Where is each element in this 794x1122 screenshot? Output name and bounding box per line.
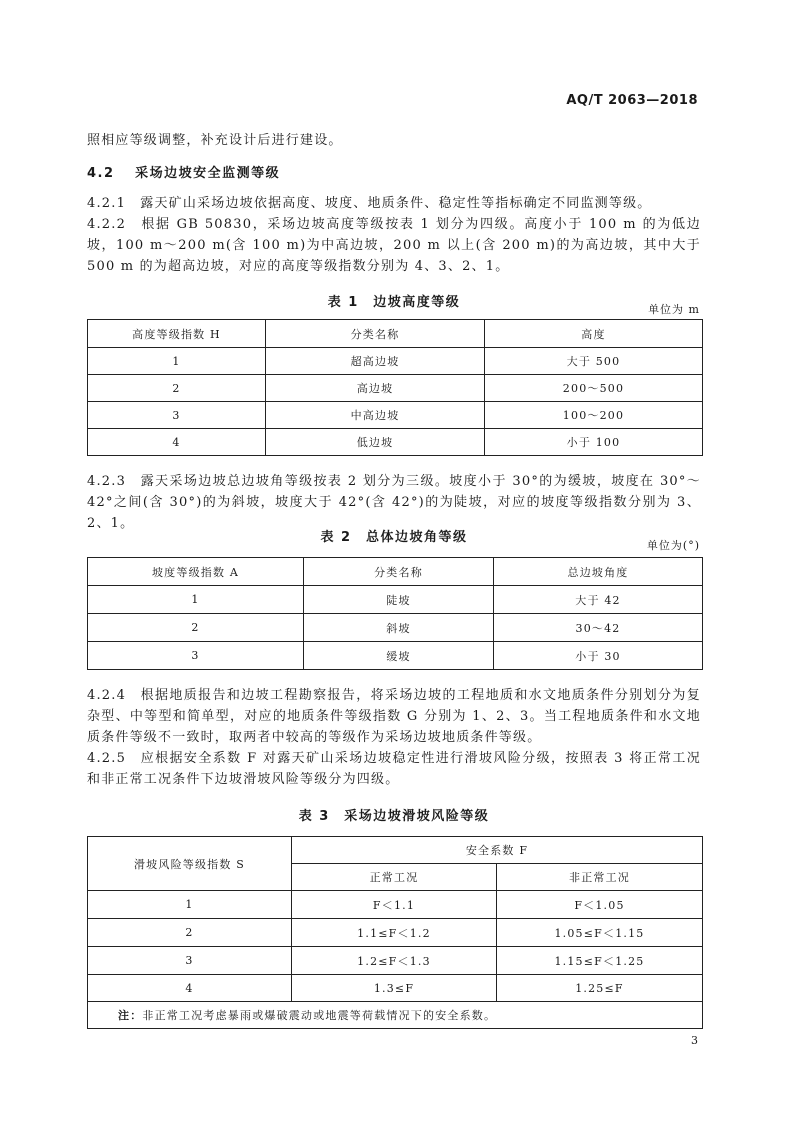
table-cell: 1.15≤F＜1.25 [497,947,703,975]
clause-number: 4.2.4 [87,688,127,703]
col-header: 非正常工况 [497,864,703,891]
table-landslide-risk [87,836,703,1029]
table-cell: 1.3≤F [292,975,497,1002]
table3-caption: 表 3 采场边坡滑坡风险等级 [298,809,490,824]
table-cell: 4 [88,429,266,456]
table-row [88,614,703,642]
clause-number: 4.2.1 [87,196,127,211]
continued-paragraph: 照相应等级调整，补充设计后进行建设。 [87,133,343,148]
clause-text: 根据 GB 50830，采场边坡高度等级按表 1 划分为四级。高度小于 100 m 的为低边坡，100 m～200 m(含 100 m)为中高边坡，200 m 以上(含 200 m)的为高边坡，其中大于 500 m 的为超高边坡，对应的高度等级指数分别为 4、3、2、1。 [87,217,701,274]
table-cell: 小于 100 [485,429,703,456]
note-label: 注： [118,1009,143,1022]
table-cell: 30～42 [494,614,703,642]
col-group-header: 安全系数 F [292,837,703,864]
clause-text: 露天采场边坡总边坡角等级按表 2 划分为三级。坡度小于 30°的为缓坡，坡度在 30°～42°之间(含 30°)的为斜坡，坡度大于 42°(含 42°)的为陡坡，对应的坡度等级指数分别为 3、2、1。 [87,474,702,531]
table-cell: 低边坡 [266,429,485,456]
table-cell: 缓坡 [304,642,494,670]
table-cell: 2 [88,375,266,402]
table-header-row [88,837,703,864]
table-cell: 100～200 [485,402,703,429]
table-cell: 3 [88,402,266,429]
table-row [88,348,703,375]
table-header-row [88,558,703,586]
note-text: 非正常工况考虑暴雨或爆破震动或地震等荷载情况下的安全系数。 [142,1009,497,1022]
clause-number: 4.2.5 [87,751,127,766]
table-note [88,1002,703,1029]
table-row [88,375,703,402]
page-number: 3 [691,1034,698,1047]
table-cell: 超高边坡 [266,348,485,375]
clause-4-2-4 [87,685,701,748]
table-cell: 高边坡 [266,375,485,402]
col-header: 高度等级指数 H [88,320,266,348]
table-cell: 斜坡 [304,614,494,642]
clause-4-2-5 [87,748,701,790]
table2-caption: 表 2 总体边坡角等级 [320,530,468,545]
col-header: 总边坡角度 [494,558,703,586]
table-row [88,919,703,947]
clause-4-2-3 [87,471,701,534]
table-cell: 1 [88,891,292,919]
col-header: 正常工况 [292,864,497,891]
col-header: 高度 [485,320,703,348]
section-heading-4-2 [87,162,280,181]
table-cell: 1.1≤F＜1.2 [292,919,497,947]
clause-4-2-2 [87,214,701,277]
table-cell: 2 [88,919,292,947]
table-cell: 200～500 [485,375,703,402]
table-cell: 3 [88,642,304,670]
table-row [88,975,703,1002]
table-slope-angle [87,557,703,670]
section-title: 采场边坡安全监测等级 [135,166,281,181]
table-row [88,947,703,975]
col-header: 分类名称 [266,320,485,348]
clause-4-2-1 [87,193,701,214]
table-cell: 1 [88,586,304,614]
section-number: 4.2 [87,166,115,181]
table-row [88,402,703,429]
table1-unit: 单位为 m [648,303,700,316]
table-slope-height [87,319,703,456]
table-row [88,429,703,456]
table-cell: 大于 500 [485,348,703,375]
table-cell: 中高边坡 [266,402,485,429]
table1-caption: 表 1 边坡高度等级 [327,295,461,310]
standard-code: AQ/T 2063—2018 [566,93,698,108]
clause-number: 4.2.2 [87,217,127,232]
table-cell: 陡坡 [304,586,494,614]
table-cell: F＜1.1 [292,891,497,919]
table-cell: F＜1.05 [497,891,703,919]
table-cell: 大于 42 [494,586,703,614]
clause-text: 露天矿山采场边坡依据高度、坡度、地质条件、稳定性等指标确定不同监测等级。 [140,196,652,211]
clause-text: 应根据安全系数 F 对露天矿山采场边坡稳定性进行滑坡风险分级，按照表 3 将正常工况和非正常工况条件下边坡滑坡风险等级分为四级。 [87,751,701,787]
table-cell: 2 [88,614,304,642]
col-header: 坡度等级指数 A [88,558,304,586]
table-cell: 1.25≤F [497,975,703,1002]
table-row [88,891,703,919]
table-header-row [88,320,703,348]
table-cell: 3 [88,947,292,975]
table2-unit: 单位为(°) [646,539,700,552]
table-row [88,642,703,670]
table-cell: 4 [88,975,292,1002]
table-row [88,586,703,614]
table-cell: 1 [88,348,266,375]
clause-number: 4.2.3 [87,474,127,489]
table-cell: 1.05≤F＜1.15 [497,919,703,947]
table-cell: 1.2≤F＜1.3 [292,947,497,975]
table-note-row [88,1002,703,1029]
clause-text: 根据地质报告和边坡工程勘察报告，将采场边坡的工程地质和水文地质条件分别划分为复杂型、中等型和简单型，对应的地质条件等级指数 G 分别为 1、2、3。当工程地质条件和水文地质条件等级不一致时，取两者中较高的等级作为采场边坡地质条件等级。 [87,688,701,745]
col-header: 滑坡风险等级指数 S [88,837,292,891]
table-cell: 小于 30 [494,642,703,670]
col-header: 分类名称 [304,558,494,586]
